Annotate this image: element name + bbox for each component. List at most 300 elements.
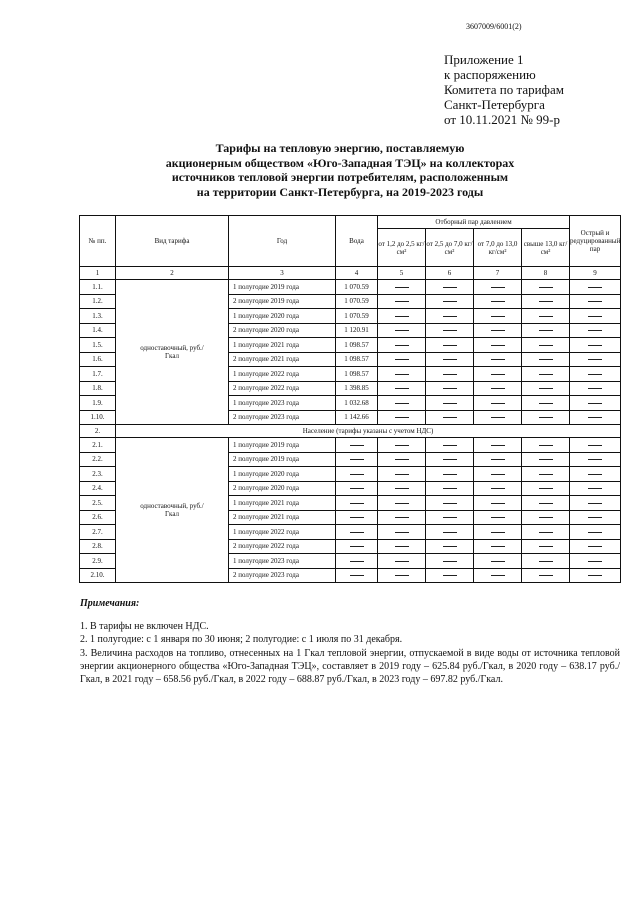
row-number: 1.4.: [80, 323, 116, 338]
dash-mark: [350, 474, 364, 475]
row-number: 2.4.: [80, 481, 116, 496]
dash-mark: [395, 488, 409, 489]
dash-mark: [588, 474, 602, 475]
empty-cell: [570, 294, 621, 309]
title-line: Тарифы на тепловую энергию, поставляемую: [215, 141, 465, 155]
empty-cell: [474, 467, 522, 482]
dash-mark: [539, 517, 553, 518]
empty-cell: [378, 438, 426, 453]
dash-mark: [588, 575, 602, 576]
dash-mark: [443, 359, 457, 360]
empty-cell: [378, 510, 426, 525]
dash-mark: [443, 503, 457, 504]
header-sharp-steam: Острый и редуцированный пар: [570, 216, 621, 267]
section-row: [80, 425, 621, 438]
tariff-type-cell: одноставочный, руб./Гкал: [116, 280, 229, 425]
dash-mark: [539, 359, 553, 360]
row-number: 1.5.: [80, 338, 116, 353]
dash-mark: [491, 345, 505, 346]
empty-cell: [426, 525, 474, 540]
empty-cell: [570, 510, 621, 525]
empty-cell: [474, 338, 522, 353]
section-label: Население (тарифы указаны с учетом НДС): [116, 425, 621, 438]
dash-mark: [539, 459, 553, 460]
dash-mark: [588, 374, 602, 375]
dash-mark: [539, 546, 553, 547]
empty-cell: [378, 467, 426, 482]
dash-mark: [395, 374, 409, 375]
row-number: 2.2.: [80, 452, 116, 467]
empty-cell: [378, 481, 426, 496]
empty-cell: [378, 452, 426, 467]
period-cell: 1 полугодие 2021 года: [229, 338, 336, 353]
dash-mark: [443, 316, 457, 317]
appendix-line: Санкт-Петербурга: [444, 97, 545, 112]
appendix-line: к распоряжению: [444, 67, 536, 82]
dash-mark: [491, 459, 505, 460]
empty-cell: [474, 294, 522, 309]
empty-cell: [378, 367, 426, 382]
appendix-line: Приложение 1: [444, 52, 524, 67]
header-water: Вода: [336, 216, 378, 267]
header-steam-group: Отборный пар давлением: [378, 216, 570, 229]
row-number: 2.5.: [80, 496, 116, 511]
tariff-type-cell: одноставочный, руб./Гкал: [116, 438, 229, 583]
period-cell: 1 полугодие 2021 года: [229, 496, 336, 511]
empty-cell: [336, 481, 378, 496]
appendix-line: Комитета по тарифам: [444, 82, 564, 97]
empty-cell: [336, 496, 378, 511]
empty-cell: [426, 396, 474, 411]
dash-mark: [350, 575, 364, 576]
dash-mark: [395, 474, 409, 475]
dash-mark: [539, 445, 553, 446]
empty-cell: [378, 352, 426, 367]
empty-cell: [522, 352, 570, 367]
empty-cell: [378, 294, 426, 309]
dash-mark: [539, 532, 553, 533]
empty-cell: [426, 452, 474, 467]
column-number: 1: [80, 267, 116, 280]
dash-mark: [491, 517, 505, 518]
empty-cell: [426, 294, 474, 309]
empty-cell: [426, 410, 474, 425]
dash-mark: [491, 575, 505, 576]
title-line: акционерным обществом «Юго-Западная ТЭЦ» на коллекторах: [165, 155, 515, 170]
empty-cell: [474, 539, 522, 554]
dash-mark: [443, 403, 457, 404]
column-number: 7: [474, 267, 522, 280]
dash-mark: [350, 459, 364, 460]
column-number: 8: [522, 267, 570, 280]
dash-mark: [588, 488, 602, 489]
empty-cell: [474, 554, 522, 569]
dash-mark: [588, 287, 602, 288]
dash-mark: [443, 345, 457, 346]
dash-mark: [539, 301, 553, 302]
empty-cell: [522, 381, 570, 396]
empty-cell: [522, 510, 570, 525]
dash-mark: [588, 546, 602, 547]
dash-mark: [395, 403, 409, 404]
empty-cell: [570, 438, 621, 453]
dash-mark: [350, 488, 364, 489]
dash-mark: [539, 345, 553, 346]
appendix-line: от 10.11.2021 № 99-р: [444, 112, 561, 127]
dash-mark: [491, 330, 505, 331]
empty-cell: [474, 309, 522, 324]
empty-cell: [378, 381, 426, 396]
dash-mark: [539, 287, 553, 288]
table-row: [80, 280, 621, 295]
empty-cell: [378, 568, 426, 583]
dash-mark: [395, 388, 409, 389]
empty-cell: [474, 510, 522, 525]
period-cell: 2 полугодие 2020 года: [229, 323, 336, 338]
empty-cell: [474, 367, 522, 382]
dash-mark: [491, 546, 505, 547]
dash-mark: [588, 445, 602, 446]
dash-mark: [588, 532, 602, 533]
dash-mark: [491, 488, 505, 489]
dash-mark: [588, 301, 602, 302]
empty-cell: [570, 367, 621, 382]
dash-mark: [395, 330, 409, 331]
dash-mark: [443, 330, 457, 331]
empty-cell: [474, 323, 522, 338]
period-cell: 2 полугодие 2023 года: [229, 568, 336, 583]
empty-cell: [522, 554, 570, 569]
period-cell: 2 полугодие 2022 года: [229, 539, 336, 554]
empty-cell: [426, 496, 474, 511]
dash-mark: [539, 503, 553, 504]
dash-mark: [491, 503, 505, 504]
empty-cell: [378, 338, 426, 353]
empty-cell: [426, 554, 474, 569]
row-number: 1.1.: [80, 280, 116, 295]
empty-cell: [474, 481, 522, 496]
row-number: 2.9.: [80, 554, 116, 569]
empty-cell: [474, 496, 522, 511]
empty-cell: [426, 280, 474, 295]
empty-cell: [336, 467, 378, 482]
empty-cell: [522, 539, 570, 554]
period-cell: 1 полугодие 2022 года: [229, 525, 336, 540]
empty-cell: [378, 410, 426, 425]
dash-mark: [443, 561, 457, 562]
empty-cell: [474, 452, 522, 467]
dash-mark: [539, 388, 553, 389]
empty-cell: [570, 525, 621, 540]
row-number: 2.8.: [80, 539, 116, 554]
empty-cell: [426, 323, 474, 338]
dash-mark: [350, 445, 364, 446]
dash-mark: [491, 474, 505, 475]
empty-cell: [474, 438, 522, 453]
empty-cell: [570, 467, 621, 482]
dash-mark: [395, 359, 409, 360]
empty-cell: [474, 525, 522, 540]
empty-cell: [522, 280, 570, 295]
header-steam-1: от 1,2 до 2,5 кг/см²: [378, 229, 426, 267]
header-steam-2: от 2,5 до 7,0 кг/см²: [426, 229, 474, 267]
dash-mark: [491, 445, 505, 446]
dash-mark: [588, 345, 602, 346]
dash-mark: [539, 488, 553, 489]
period-cell: 1 полугодие 2023 года: [229, 554, 336, 569]
empty-cell: [474, 410, 522, 425]
row-number: 1.2.: [80, 294, 116, 309]
note-3: 3. Величина расходов на топливо, отнесенных на 1 Гкал тепловой энергии, отпускаемой в виде воды от источника тепловой энергии акционерного общества «Юго-Западная ТЭЦ», составляет в 2019 году – 625.84 руб./Гкал, в 2020 году – 638.17 руб./Гкал, в 2021 году – 658.56 руб./Гкал, в 2022 году – 688.87 руб./Гкал, в 2023 году – 697.82 руб./Гкал.: [80, 647, 620, 686]
empty-cell: [426, 367, 474, 382]
empty-cell: [522, 410, 570, 425]
empty-cell: [426, 510, 474, 525]
dash-mark: [588, 359, 602, 360]
period-cell: 2 полугодие 2022 года: [229, 381, 336, 396]
header-steam-4: свыше 13,0 кг/см²: [522, 229, 570, 267]
document-title: [110, 141, 570, 199]
period-cell: 1 полугодие 2023 года: [229, 396, 336, 411]
row-number: 1.8.: [80, 381, 116, 396]
empty-cell: [378, 396, 426, 411]
empty-cell: [474, 381, 522, 396]
appendix-block: [444, 52, 564, 127]
empty-cell: [570, 539, 621, 554]
dash-mark: [443, 532, 457, 533]
empty-cell: [570, 280, 621, 295]
dash-mark: [588, 561, 602, 562]
row-number: 2.10.: [80, 568, 116, 583]
empty-cell: [570, 452, 621, 467]
dash-mark: [395, 575, 409, 576]
row-number: 2.6.: [80, 510, 116, 525]
empty-cell: [426, 309, 474, 324]
column-number: 5: [378, 267, 426, 280]
empty-cell: [522, 338, 570, 353]
water-tariff-cell: 1 098.57: [336, 367, 378, 382]
empty-cell: [336, 554, 378, 569]
dash-mark: [539, 474, 553, 475]
empty-cell: [378, 554, 426, 569]
empty-cell: [522, 568, 570, 583]
empty-cell: [522, 367, 570, 382]
row-number: 1.9.: [80, 396, 116, 411]
empty-cell: [522, 309, 570, 324]
empty-cell: [336, 539, 378, 554]
empty-cell: [474, 568, 522, 583]
period-cell: 1 полугодие 2020 года: [229, 467, 336, 482]
dash-mark: [395, 503, 409, 504]
row-number: 1.7.: [80, 367, 116, 382]
dash-mark: [395, 532, 409, 533]
dash-mark: [443, 388, 457, 389]
notes-heading: Примечания:: [80, 598, 140, 609]
dash-mark: [588, 503, 602, 504]
section-number: 2.: [80, 425, 116, 438]
row-number: 1.10.: [80, 410, 116, 425]
water-tariff-cell: 1 070.59: [336, 280, 378, 295]
period-cell: 1 полугодие 2019 года: [229, 438, 336, 453]
period-cell: 2 полугодие 2019 года: [229, 294, 336, 309]
dash-mark: [395, 517, 409, 518]
title-line: источников тепловой энергии потребителям, расположенным: [171, 170, 509, 184]
empty-cell: [570, 410, 621, 425]
dash-mark: [395, 301, 409, 302]
dash-mark: [588, 330, 602, 331]
empty-cell: [426, 352, 474, 367]
dash-mark: [443, 459, 457, 460]
period-cell: 2 полугодие 2021 года: [229, 510, 336, 525]
column-number: 2: [116, 267, 229, 280]
header-num: № пп.: [80, 216, 116, 267]
period-cell: 2 полугодие 2021 года: [229, 352, 336, 367]
empty-cell: [474, 396, 522, 411]
water-tariff-cell: 1 098.57: [336, 352, 378, 367]
empty-cell: [570, 381, 621, 396]
empty-cell: [426, 568, 474, 583]
dash-mark: [350, 517, 364, 518]
dash-mark: [491, 287, 505, 288]
empty-cell: [522, 323, 570, 338]
dash-mark: [443, 287, 457, 288]
dash-mark: [588, 403, 602, 404]
empty-cell: [378, 280, 426, 295]
empty-cell: [426, 438, 474, 453]
dash-mark: [395, 287, 409, 288]
empty-cell: [336, 438, 378, 453]
empty-cell: [570, 396, 621, 411]
water-tariff-cell: 1 120.91: [336, 323, 378, 338]
dash-mark: [491, 374, 505, 375]
period-cell: 2 полугодие 2020 года: [229, 481, 336, 496]
empty-cell: [570, 352, 621, 367]
empty-cell: [522, 294, 570, 309]
dash-mark: [588, 388, 602, 389]
empty-cell: [522, 481, 570, 496]
empty-cell: [570, 481, 621, 496]
empty-cell: [522, 496, 570, 511]
dash-mark: [443, 417, 457, 418]
note-1: 1. В тарифы не включен НДС.: [80, 621, 209, 633]
dash-mark: [395, 445, 409, 446]
dash-mark: [443, 445, 457, 446]
empty-cell: [522, 525, 570, 540]
period-cell: 1 полугодие 2019 года: [229, 280, 336, 295]
dash-mark: [443, 517, 457, 518]
dash-mark: [539, 403, 553, 404]
empty-cell: [378, 539, 426, 554]
dash-mark: [491, 403, 505, 404]
period-cell: 2 полугодие 2023 года: [229, 410, 336, 425]
dash-mark: [588, 417, 602, 418]
dash-mark: [443, 488, 457, 489]
dash-mark: [491, 388, 505, 389]
dash-mark: [443, 374, 457, 375]
dash-mark: [491, 301, 505, 302]
period-cell: 1 полугодие 2020 года: [229, 309, 336, 324]
dash-mark: [491, 417, 505, 418]
empty-cell: [426, 467, 474, 482]
dash-mark: [395, 345, 409, 346]
dash-mark: [350, 546, 364, 547]
empty-cell: [426, 539, 474, 554]
empty-cell: [522, 467, 570, 482]
empty-cell: [570, 496, 621, 511]
period-cell: 2 полугодие 2019 года: [229, 452, 336, 467]
row-number: 2.7.: [80, 525, 116, 540]
title-line: на территории Санкт-Петербурга, на 2019-2023 годы: [196, 184, 484, 199]
document-number: 3607009/6001(2): [466, 22, 522, 31]
empty-cell: [426, 481, 474, 496]
column-number: 4: [336, 267, 378, 280]
header-year: Год: [229, 216, 336, 267]
note-2: 2. 1 полугодие: с 1 января по 30 июня; 2 полугодие: с 1 июля по 31 декабря.: [80, 634, 403, 646]
period-cell: 1 полугодие 2022 года: [229, 367, 336, 382]
dash-mark: [350, 532, 364, 533]
dash-mark: [395, 417, 409, 418]
dash-mark: [539, 316, 553, 317]
dash-mark: [395, 316, 409, 317]
dash-mark: [539, 330, 553, 331]
dash-mark: [491, 561, 505, 562]
dash-mark: [539, 561, 553, 562]
dash-mark: [443, 301, 457, 302]
dash-mark: [491, 316, 505, 317]
empty-cell: [378, 525, 426, 540]
water-tariff-cell: 1 070.59: [336, 309, 378, 324]
dash-mark: [491, 359, 505, 360]
table-row: [80, 438, 621, 453]
water-tariff-cell: 1 032.68: [336, 396, 378, 411]
header-tariff-type: Вид тарифа: [116, 216, 229, 267]
dash-mark: [443, 474, 457, 475]
empty-cell: [336, 525, 378, 540]
dash-mark: [539, 575, 553, 576]
empty-cell: [474, 352, 522, 367]
column-number: 6: [426, 267, 474, 280]
empty-cell: [474, 280, 522, 295]
dash-mark: [539, 374, 553, 375]
dash-mark: [588, 517, 602, 518]
row-number: 1.6.: [80, 352, 116, 367]
empty-cell: [522, 438, 570, 453]
dash-mark: [539, 417, 553, 418]
row-number: 2.1.: [80, 438, 116, 453]
dash-mark: [395, 459, 409, 460]
empty-cell: [570, 568, 621, 583]
dash-mark: [395, 546, 409, 547]
water-tariff-cell: 1 098.57: [336, 338, 378, 353]
empty-cell: [570, 323, 621, 338]
dash-mark: [443, 575, 457, 576]
dash-mark: [443, 546, 457, 547]
empty-cell: [378, 323, 426, 338]
dash-mark: [350, 503, 364, 504]
water-tariff-cell: 1 398.85: [336, 381, 378, 396]
row-number: 2.3.: [80, 467, 116, 482]
notes: [80, 597, 620, 686]
empty-cell: [570, 309, 621, 324]
empty-cell: [570, 338, 621, 353]
column-number: 3: [229, 267, 336, 280]
empty-cell: [378, 496, 426, 511]
empty-cell: [426, 381, 474, 396]
dash-mark: [588, 316, 602, 317]
dash-mark: [350, 561, 364, 562]
dash-mark: [491, 532, 505, 533]
empty-cell: [570, 554, 621, 569]
empty-cell: [426, 338, 474, 353]
